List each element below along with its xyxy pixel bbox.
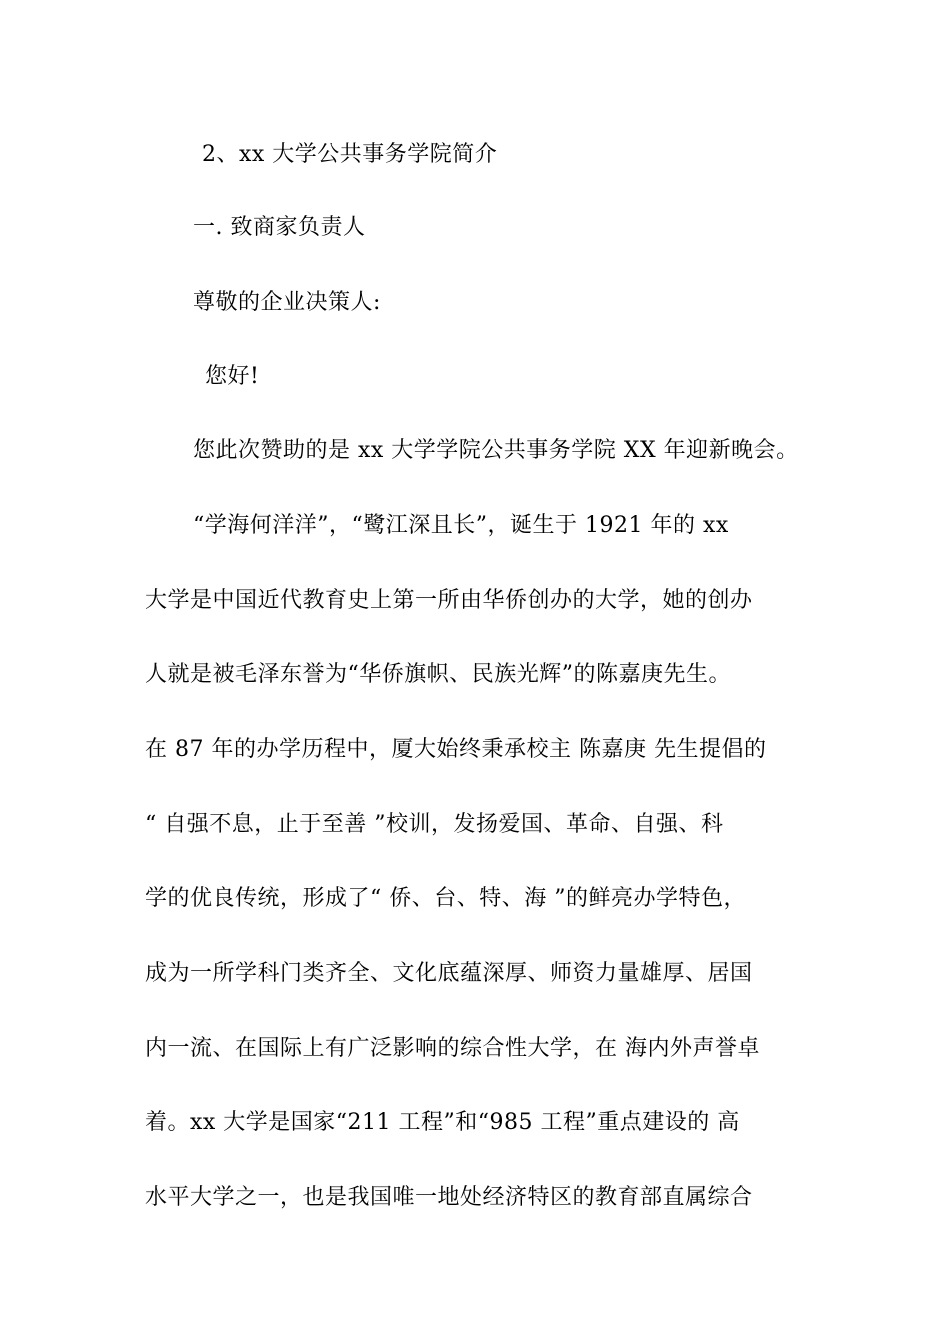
paragraph-line: 人就是被毛泽东誉为“华侨旗帜、民族光辉”的陈嘉庚先生。 (145, 662, 731, 687)
subsection-heading: 一. 致商家负责人 (193, 215, 366, 240)
paragraph-line: 成为一所学科门类齐全、文化底蕴深厚、师资力量雄厚、居国 (145, 961, 753, 986)
paragraph-line: 内一流、在国际上有广泛影响的综合性大学，在 海内外声誉卓 (145, 1036, 760, 1061)
paragraph-line: 着。xx 大学是国家“211 工程”和“985 工程”重点建设的 高 (145, 1110, 740, 1135)
paragraph-line: “ 自强不息，止于至善 ”校训，发扬爱国、革命、自强、科 (145, 812, 724, 837)
section-heading: 2、xx 大学公共事务学院简介 (202, 142, 498, 167)
paragraph-line: 您此次赞助的是 xx 大学学院公共事务学院 XX 年迎新晚会。 (193, 438, 799, 463)
salutation: 尊敬的企业决策人: (193, 290, 381, 315)
paragraph-line: “学海何洋洋”，“鹭江深且长”，诞生于 1921 年的 xx (193, 513, 729, 538)
greeting: 您好! (205, 364, 260, 389)
paragraph-line: 水平大学之一，也是我国唯一地处经济特区的教育部直属综合 (145, 1185, 753, 1210)
paragraph-line: 学的优良传统，形成了“ 侨、台、特、海 ”的鲜亮办学特色， (145, 886, 746, 911)
paragraph-line: 在 87 年的办学历程中，厦大始终秉承校主 陈嘉庚 先生提倡的 (145, 737, 767, 762)
paragraph-line: 大学是中国近代教育史上第一所由华侨创办的大学，她的创办 (145, 588, 753, 613)
